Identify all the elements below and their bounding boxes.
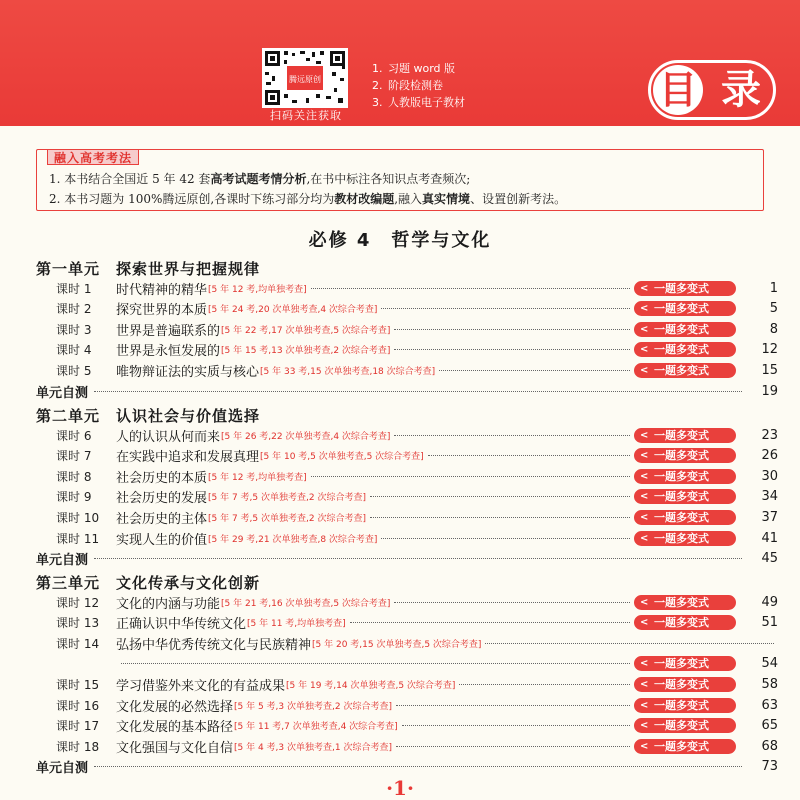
lesson-name: 弘扬中华优秀传统文化与民族精神 xyxy=(116,637,312,653)
lesson-name: 文化发展的必然选择 xyxy=(116,699,234,715)
leader-dots xyxy=(394,349,630,350)
lesson-name: 文化的内涵与功能 xyxy=(116,596,221,612)
lesson-exam-stat: [5 年 29 考,21 次单独考查,8 次综合考查] xyxy=(208,534,378,545)
leader-dots xyxy=(94,766,742,767)
leader-dots xyxy=(94,558,742,559)
share-icon: < xyxy=(640,470,649,482)
lesson-label: 课时 11 xyxy=(56,531,100,546)
lesson-row[interactable] xyxy=(56,319,778,339)
qr-center-text: 腾远原创 xyxy=(289,75,321,84)
variant-exercise-badge[interactable] xyxy=(634,531,736,546)
variant-exercise-badge[interactable] xyxy=(634,448,736,463)
lesson-exam-stat: [5 年 10 考,5 次单独考查,5 次综合考查] xyxy=(260,452,424,463)
lesson-label: 课时 13 xyxy=(56,616,100,631)
lesson-name: 文化发展的基本路径 xyxy=(116,720,234,736)
badge-label: 一题多变式 xyxy=(654,698,709,712)
unit-self-test[interactable] xyxy=(36,550,778,568)
lesson-row[interactable] xyxy=(56,674,778,694)
variant-exercise-badge[interactable] xyxy=(634,510,736,525)
variant-exercise-badge[interactable] xyxy=(634,677,736,692)
badge-label: 一题多变式 xyxy=(654,719,709,733)
share-icon: < xyxy=(640,364,649,376)
lesson-page-number: 58 xyxy=(761,676,778,692)
badge-label: 一题多变式 xyxy=(654,302,709,316)
lesson-label: 课时 1 xyxy=(56,281,92,296)
lesson-name: 学习借鉴外来文化的有益成果 xyxy=(116,678,286,694)
lesson-name: 唯物辩证法的实质与核心 xyxy=(116,364,260,380)
qr-code-graphic xyxy=(262,48,348,108)
leader-dots xyxy=(350,622,630,623)
logo-char-mu: 目 xyxy=(653,65,703,115)
badge-label: 一题多变式 xyxy=(654,343,709,357)
lesson-page-number: 12 xyxy=(761,342,778,358)
lesson-exam-stat: [5 年 26 考,22 次单独考查,4 次综合考查] xyxy=(221,431,391,442)
badge-label: 一题多变式 xyxy=(654,322,709,336)
lesson-exam-stat: [5 年 19 考,14 次单独考查,5 次综合考查] xyxy=(286,680,456,691)
lesson-name: 世界是普遍联系的 xyxy=(116,323,221,339)
lesson-exam-stat: [5 年 15 考,13 次单独考查,2 次综合考查] xyxy=(221,346,391,357)
lesson-label: 课时 14 xyxy=(56,636,100,651)
variant-exercise-badge[interactable] xyxy=(634,739,736,754)
lesson-page-number: 65 xyxy=(761,718,778,734)
badge-label: 一题多变式 xyxy=(654,449,709,463)
share-icon: < xyxy=(640,491,649,503)
badge-label: 一题多变式 xyxy=(654,657,709,671)
share-icon: < xyxy=(640,596,649,608)
lesson-page-number: 5 xyxy=(769,301,778,317)
leader-dots xyxy=(370,517,630,518)
lesson-exam-stat: [5 年 20 考,15 次单独考查,5 次综合考查] xyxy=(312,639,482,650)
share-icon: < xyxy=(640,678,649,690)
variant-exercise-badge[interactable] xyxy=(634,342,736,357)
lesson-label: 课时 16 xyxy=(56,698,100,713)
leader-dots xyxy=(381,538,630,539)
variant-exercise-badge[interactable] xyxy=(634,469,736,484)
lesson-exam-stat: [5 年 7 考,5 次单独考查,2 次综合考查] xyxy=(208,513,366,524)
badge-label: 一题多变式 xyxy=(654,510,709,524)
lesson-exam-stat: [5 年 22 考,17 次单独考查,5 次综合考查] xyxy=(221,325,391,336)
lesson-name: 实现人生的价值 xyxy=(116,532,208,548)
notice-line-2: 2. 本书习题为 100%腾远原创,各课时下练习部分均为教材改编题,融入真实情境、设置创新考法。 xyxy=(49,192,567,206)
lesson-label: 课时 9 xyxy=(56,490,92,505)
lesson-exam-stat: [5 年 7 考,5 次单独考查,2 次综合考查] xyxy=(208,493,366,504)
lesson-row[interactable] xyxy=(56,592,778,612)
share-icon: < xyxy=(640,699,649,711)
lesson-exam-stat: [5 年 11 考,7 次单独考查,4 次综合考查] xyxy=(234,722,398,733)
badge-label: 一题多变式 xyxy=(654,469,709,483)
share-icon: < xyxy=(640,323,649,335)
variant-exercise-badge[interactable] xyxy=(634,615,736,630)
lesson-row[interactable] xyxy=(56,278,778,298)
lesson-row[interactable] xyxy=(56,736,778,756)
lesson-row[interactable] xyxy=(56,695,778,715)
lesson-name: 社会历史的本质 xyxy=(116,470,208,486)
share-icon: < xyxy=(640,511,649,523)
lesson-row[interactable] xyxy=(56,507,778,527)
lesson-page-number: 41 xyxy=(761,530,778,546)
lesson-row[interactable] xyxy=(56,425,778,445)
lesson-row[interactable] xyxy=(56,613,778,633)
lesson-label: 课时 2 xyxy=(56,302,92,317)
badge-label: 一题多变式 xyxy=(654,616,709,630)
lesson-exam-stat: [5 年 21 考,16 次单独考查,5 次综合考查] xyxy=(221,598,391,609)
contents-logo xyxy=(648,60,776,120)
lesson-name: 时代精神的精华 xyxy=(116,282,208,298)
leader-dots xyxy=(394,602,630,603)
lesson-page-number: 34 xyxy=(761,489,778,505)
lesson-exam-stat: [5 年 24 考,20 次单独考查,4 次综合考查] xyxy=(208,305,378,316)
leader-dots xyxy=(439,370,630,371)
share-icon: < xyxy=(640,617,649,629)
leader-dots xyxy=(121,663,630,664)
lesson-label: 课时 3 xyxy=(56,322,92,337)
lesson-exam-stat: [5 年 11 考,均单独考查] xyxy=(247,619,346,630)
leader-dots xyxy=(394,329,630,330)
variant-exercise-badge[interactable] xyxy=(634,489,736,504)
self-test-page-number: 19 xyxy=(761,383,778,399)
share-icon: < xyxy=(640,282,649,294)
lesson-page-number: 68 xyxy=(761,738,778,754)
variant-exercise-badge[interactable] xyxy=(634,718,736,733)
variant-exercise-badge[interactable] xyxy=(634,363,736,378)
qr-code[interactable] xyxy=(262,48,348,108)
lesson-page-number: 30 xyxy=(761,468,778,484)
badge-label: 一题多变式 xyxy=(654,363,709,377)
self-test-page-number: 45 xyxy=(761,551,778,567)
lesson-row[interactable] xyxy=(56,340,778,360)
lesson-row[interactable] xyxy=(56,299,778,319)
lesson-page-number: 15 xyxy=(761,362,778,378)
lesson-page-number: 23 xyxy=(761,427,778,443)
unit-title[interactable] xyxy=(36,258,260,279)
lesson-page-number: 8 xyxy=(769,321,778,337)
share-icon: < xyxy=(640,532,649,544)
notice-line-1: 1. 本书结合全国近 5 年 42 套高考试题考情分析,在书中标注各知识点考查频次; xyxy=(49,172,471,186)
unit-number: 第二单元 xyxy=(36,407,101,425)
self-test-page-number: 73 xyxy=(761,759,778,775)
book-title: 必修 4 哲学与文化 xyxy=(308,230,492,251)
lesson-row[interactable] xyxy=(56,716,778,736)
lesson-name: 文化强国与文化自信 xyxy=(116,740,234,756)
lesson-name: 探究世界的本质 xyxy=(116,303,208,319)
lesson-row[interactable] xyxy=(56,654,778,674)
lesson-label: 课时 6 xyxy=(56,428,92,443)
lesson-page-number: 49 xyxy=(761,594,778,610)
lesson-exam-stat: [5 年 33 考,15 次单独考查,18 次综合考查] xyxy=(260,366,436,377)
badge-label: 一题多变式 xyxy=(654,595,709,609)
unit-name: 认识社会与价值选择 xyxy=(116,407,261,425)
variant-exercise-badge[interactable] xyxy=(634,698,736,713)
lesson-label: 课时 17 xyxy=(56,719,100,734)
leader-dots xyxy=(381,308,630,309)
badge-label: 一题多变式 xyxy=(654,490,709,504)
notice-box xyxy=(36,149,764,211)
self-test-label: 单元自测 xyxy=(36,761,89,777)
badge-label: 一题多变式 xyxy=(654,531,709,545)
lesson-name: 世界是永恒发展的 xyxy=(116,344,221,360)
lesson-exam-stat: [5 年 12 考,均单独考查] xyxy=(208,472,307,483)
lesson-label: 课时 12 xyxy=(56,595,100,610)
lesson-page-number: 51 xyxy=(761,615,778,631)
lesson-label: 课时 8 xyxy=(56,469,92,484)
lesson-row[interactable] xyxy=(56,487,778,507)
page-number: ·1· xyxy=(386,776,414,800)
lesson-page-number: 26 xyxy=(761,448,778,464)
share-icon: < xyxy=(640,429,649,441)
notice-tag: 融入高考考法 xyxy=(47,149,139,165)
lesson-name: 社会历史的发展 xyxy=(116,491,208,507)
lesson-name: 在实践中追求和发展真理 xyxy=(116,450,260,466)
variant-exercise-badge[interactable] xyxy=(634,428,736,443)
share-icon: < xyxy=(640,658,649,670)
resource-item[interactable]: 3. 人教版电子教材 xyxy=(372,96,465,109)
lesson-row[interactable] xyxy=(56,633,778,653)
leader-dots xyxy=(311,288,630,289)
leader-dots xyxy=(394,435,630,436)
lesson-label: 课时 18 xyxy=(56,739,100,754)
lesson-name: 人的认识从何而来 xyxy=(116,429,221,445)
badge-label: 一题多变式 xyxy=(654,677,709,691)
lesson-row[interactable] xyxy=(56,528,778,548)
leader-dots xyxy=(94,391,742,392)
lesson-label: 课时 15 xyxy=(56,677,100,692)
unit-name: 探索世界与把握规律 xyxy=(116,260,261,278)
leader-dots xyxy=(311,476,630,477)
unit-number: 第三单元 xyxy=(36,574,101,592)
share-icon: < xyxy=(640,303,649,315)
lesson-label: 课时 10 xyxy=(56,510,100,525)
lesson-exam-stat: [5 年 4 考,3 次单独考查,1 次综合考查] xyxy=(234,742,392,753)
leader-dots xyxy=(459,684,630,685)
share-icon: < xyxy=(640,344,649,356)
self-test-label: 单元自测 xyxy=(36,553,89,569)
lesson-page-number: 63 xyxy=(761,697,778,713)
leader-dots xyxy=(370,496,630,497)
leader-dots xyxy=(402,725,630,726)
qr-caption: 扫码关注获取 xyxy=(270,109,342,122)
unit-title[interactable] xyxy=(36,572,260,593)
lesson-page-number: 1 xyxy=(769,280,778,296)
lesson-row[interactable] xyxy=(56,446,778,466)
variant-exercise-badge[interactable] xyxy=(634,656,736,671)
lesson-label: 课时 5 xyxy=(56,363,92,378)
leader-dots xyxy=(396,705,630,706)
variant-exercise-badge[interactable] xyxy=(634,595,736,610)
logo-char-lu: 录 xyxy=(721,66,761,113)
lesson-page-number: 54 xyxy=(761,656,778,672)
share-icon: < xyxy=(640,720,649,732)
leader-dots xyxy=(485,643,774,644)
lesson-name: 社会历史的主体 xyxy=(116,511,208,527)
self-test-label: 单元自测 xyxy=(36,385,89,401)
badge-label: 一题多变式 xyxy=(654,281,709,295)
share-icon: < xyxy=(640,740,649,752)
lesson-row[interactable] xyxy=(56,360,778,380)
unit-self-test[interactable] xyxy=(36,382,778,400)
share-icon: < xyxy=(640,450,649,462)
lesson-name: 正确认识中华传统文化 xyxy=(116,617,247,633)
variant-exercise-badge[interactable] xyxy=(634,322,736,337)
unit-self-test[interactable] xyxy=(36,758,778,776)
variant-exercise-badge[interactable] xyxy=(634,281,736,296)
unit-number: 第一单元 xyxy=(36,260,101,278)
resource-item[interactable]: 1. 习题 word 版 xyxy=(372,62,456,75)
badge-label: 一题多变式 xyxy=(654,739,709,753)
resource-list xyxy=(372,60,465,111)
badge-label: 一题多变式 xyxy=(654,428,709,442)
lesson-page-number: 37 xyxy=(761,509,778,525)
lesson-exam-stat: [5 年 12 考,均单独考查] xyxy=(208,284,307,295)
variant-exercise-badge[interactable] xyxy=(634,301,736,316)
leader-dots xyxy=(396,746,630,747)
lesson-label: 课时 7 xyxy=(56,449,92,464)
leader-dots xyxy=(428,455,630,456)
lesson-exam-stat: [5 年 5 考,3 次单独考查,2 次综合考查] xyxy=(234,701,392,712)
lesson-row[interactable] xyxy=(56,466,778,486)
unit-title[interactable] xyxy=(36,405,260,426)
lesson-label: 课时 4 xyxy=(56,343,92,358)
resource-item[interactable]: 2. 阶段检测卷 xyxy=(372,79,443,92)
unit-name: 文化传承与文化创新 xyxy=(116,574,261,592)
